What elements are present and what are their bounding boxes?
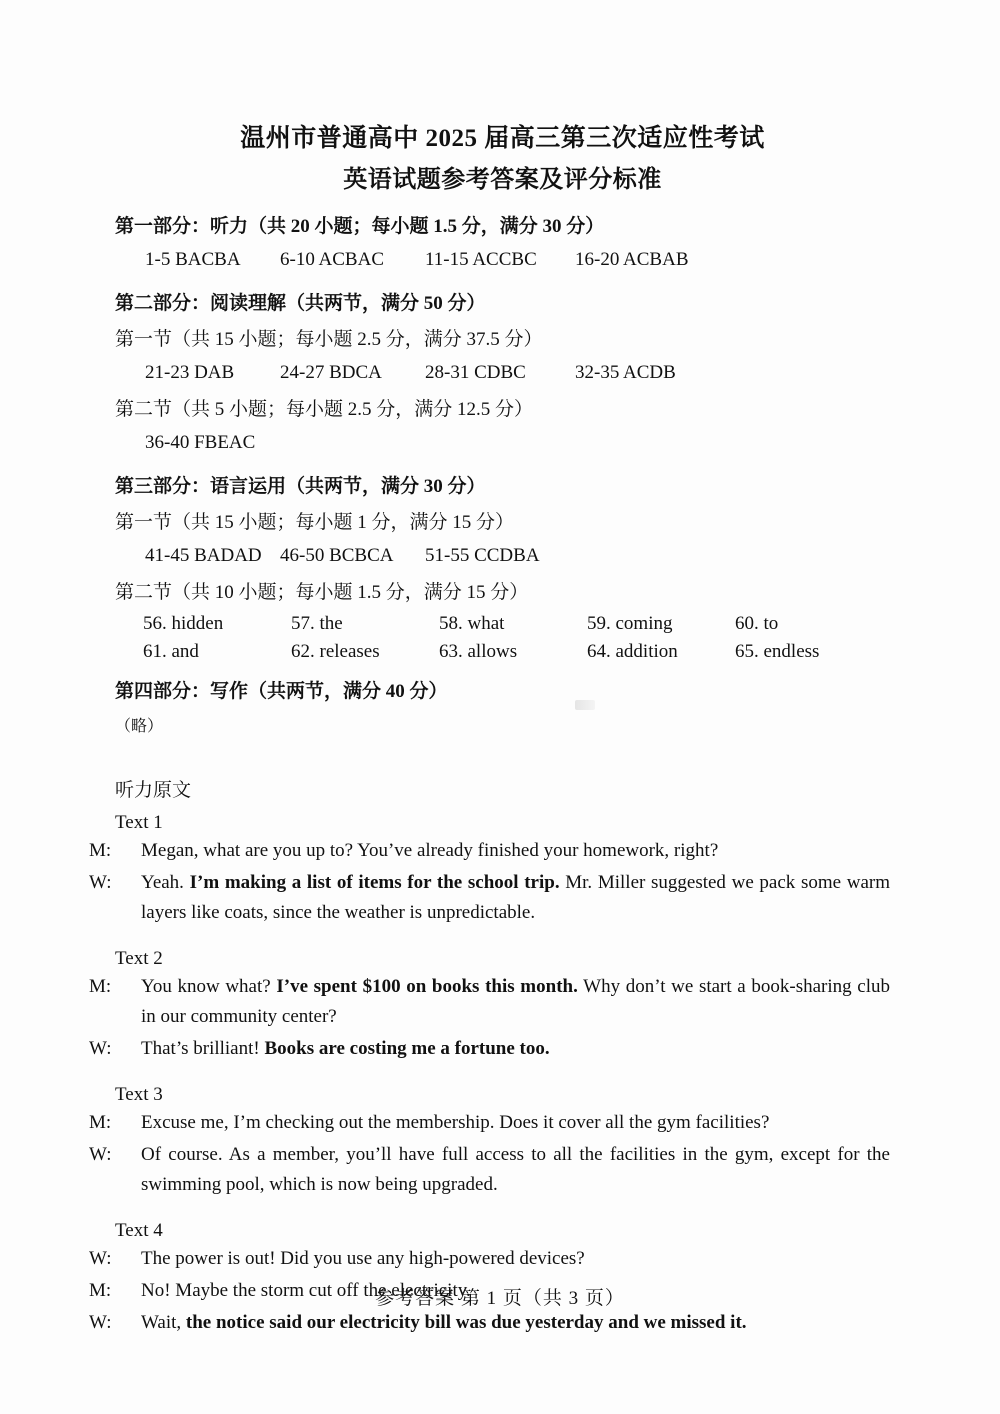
fill-answer: 65. endless [735, 641, 820, 663]
part-2-section-2-heading: 第二节（共 5 小题；每小题 2.5 分，满分 12.5 分） [115, 398, 534, 420]
script-line [89, 836, 890, 866]
script-line [89, 1244, 890, 1274]
script-text: Wait, [141, 1311, 186, 1333]
script-speaker: M: [89, 1111, 112, 1133]
answer-cell: 11-15 ACCBC [425, 248, 537, 270]
part-2-heading: 第二部分：阅读理解（共两节，满分 50 分） [115, 293, 486, 315]
script-speaker: W: [89, 1143, 112, 1165]
script-key-phrase: I’m making a list of items for the school trip. [189, 871, 560, 893]
script-text: Megan, what are you up to? You’ve already finished your homework, right? [141, 839, 719, 861]
script-text: You know what? [141, 975, 277, 997]
fill-answer: 57. the [291, 613, 343, 635]
script-speaker: M: [89, 839, 112, 861]
script-speaker: W: [89, 871, 112, 893]
script-text-label: Text 4 [115, 1219, 163, 1241]
answer-cell: 32-35 ACDB [575, 362, 676, 384]
answer-cell: 41-45 BADAD [145, 545, 262, 567]
script-text-label: Text 3 [115, 1083, 163, 1105]
part-2-section-1-heading: 第一节（共 15 小题；每小题 2.5 分，满分 37.5 分） [115, 328, 543, 350]
fill-answer: 64. addition [587, 641, 678, 663]
answer-cell: 24-27 BDCA [280, 362, 382, 384]
listening-script-body [89, 811, 891, 1338]
page-footer: 参考答案 第 1 页（共 3 页） [375, 1288, 625, 1309]
answer-cell: 1-5 BACBA [145, 248, 241, 270]
fill-answer: 56. hidden [143, 613, 224, 635]
page-subtitle: 英语试题参考答案及评分标准 [343, 166, 662, 193]
answer-cell: 51-55 CCDBA [425, 545, 540, 567]
page-title: 温州市普通高中 2025 届高三第三次适应性考试 [240, 125, 765, 152]
script-speaker: W: [89, 1247, 112, 1269]
fill-answer: 62. releases [291, 641, 380, 663]
script-line [89, 1140, 890, 1200]
fill-blank-row-2 [115, 641, 890, 663]
part-1-answer-row [115, 245, 890, 275]
part-2-answer-row-2 [115, 428, 890, 458]
script-line [89, 1308, 890, 1338]
script-text-label: Text 2 [115, 947, 163, 969]
document-content [89, 120, 891, 1338]
answer-cell: 28-31 CDBC [425, 362, 526, 384]
part-3-answer-row [115, 541, 890, 571]
script-speaker: W: [89, 1037, 112, 1059]
fill-answer: 61. and [143, 641, 199, 663]
script-text: The power is out! Did you use any high-powered devices? [141, 1247, 585, 1269]
part-3-heading: 第三部分：语言运用（共两节，满分 30 分） [115, 476, 486, 498]
script-key-phrase: I’ve spent $100 on books this month. [276, 975, 578, 997]
part-3-section-1-heading: 第一节（共 15 小题；每小题 1 分，满分 15 分） [115, 511, 515, 533]
script-text-label: Text 1 [115, 811, 163, 833]
script-key-phrase: the notice said our electricity bill was due yesterday and we missed it. [185, 1311, 747, 1333]
answer-cell: 46-50 BCBCA [280, 545, 394, 567]
script-speaker: M: [89, 1279, 112, 1301]
listening-script-heading: 听力原文 [115, 779, 192, 801]
script-text: Of course. As a member, you’ll have full access to all the facilities in the gym, except for the swimming pool, which is now being upgraded. [141, 1143, 890, 1195]
answer-cell: 16-20 ACBAB [575, 248, 689, 270]
watermark-mark [575, 700, 595, 710]
script-line [89, 1034, 890, 1064]
fill-answer: 63. allows [439, 641, 518, 663]
script-line [89, 1108, 890, 1138]
part-4-heading: 第四部分：写作（共两节，满分 40 分） [115, 681, 448, 703]
answer-cell: 6-10 ACBAC [280, 248, 384, 270]
fill-answer: 58. what [439, 613, 505, 635]
answer-cell: 21-23 DAB [145, 362, 235, 384]
script-text: Why don’t we start a book-sharing club in our community center? [141, 975, 890, 1027]
script-text: Yeah. [141, 871, 190, 893]
fill-blank-row-1 [115, 613, 890, 635]
part-4-note: （略） [115, 717, 164, 735]
answer-cell: 36-40 FBEAC [145, 432, 256, 454]
part-3-section-2-heading: 第二节（共 10 小题；每小题 1.5 分，满分 15 分） [115, 581, 529, 603]
script-text: Mr. Miller suggested we pack some warm layers like coats, since the weather is unpredictable. [141, 871, 891, 923]
script-text: That’s brilliant! [141, 1037, 265, 1059]
part-1-heading: 第一部分：听力（共 20 小题；每小题 1.5 分，满分 30 分） [115, 215, 605, 237]
script-text: Excuse me, I’m checking out the membership. Does it cover all the gym facilities? [141, 1111, 770, 1133]
script-text: No! Maybe the storm cut off the electricity. [141, 1279, 471, 1301]
script-line [89, 972, 890, 1032]
fill-answer: 60. to [735, 613, 779, 635]
script-key-phrase: Books are costing me a fortune too. [264, 1037, 550, 1059]
script-line [89, 868, 891, 928]
fill-answer: 59. coming [587, 613, 673, 635]
script-speaker: M: [89, 975, 112, 997]
part-2-answer-row [115, 358, 890, 388]
script-speaker: W: [89, 1311, 112, 1333]
